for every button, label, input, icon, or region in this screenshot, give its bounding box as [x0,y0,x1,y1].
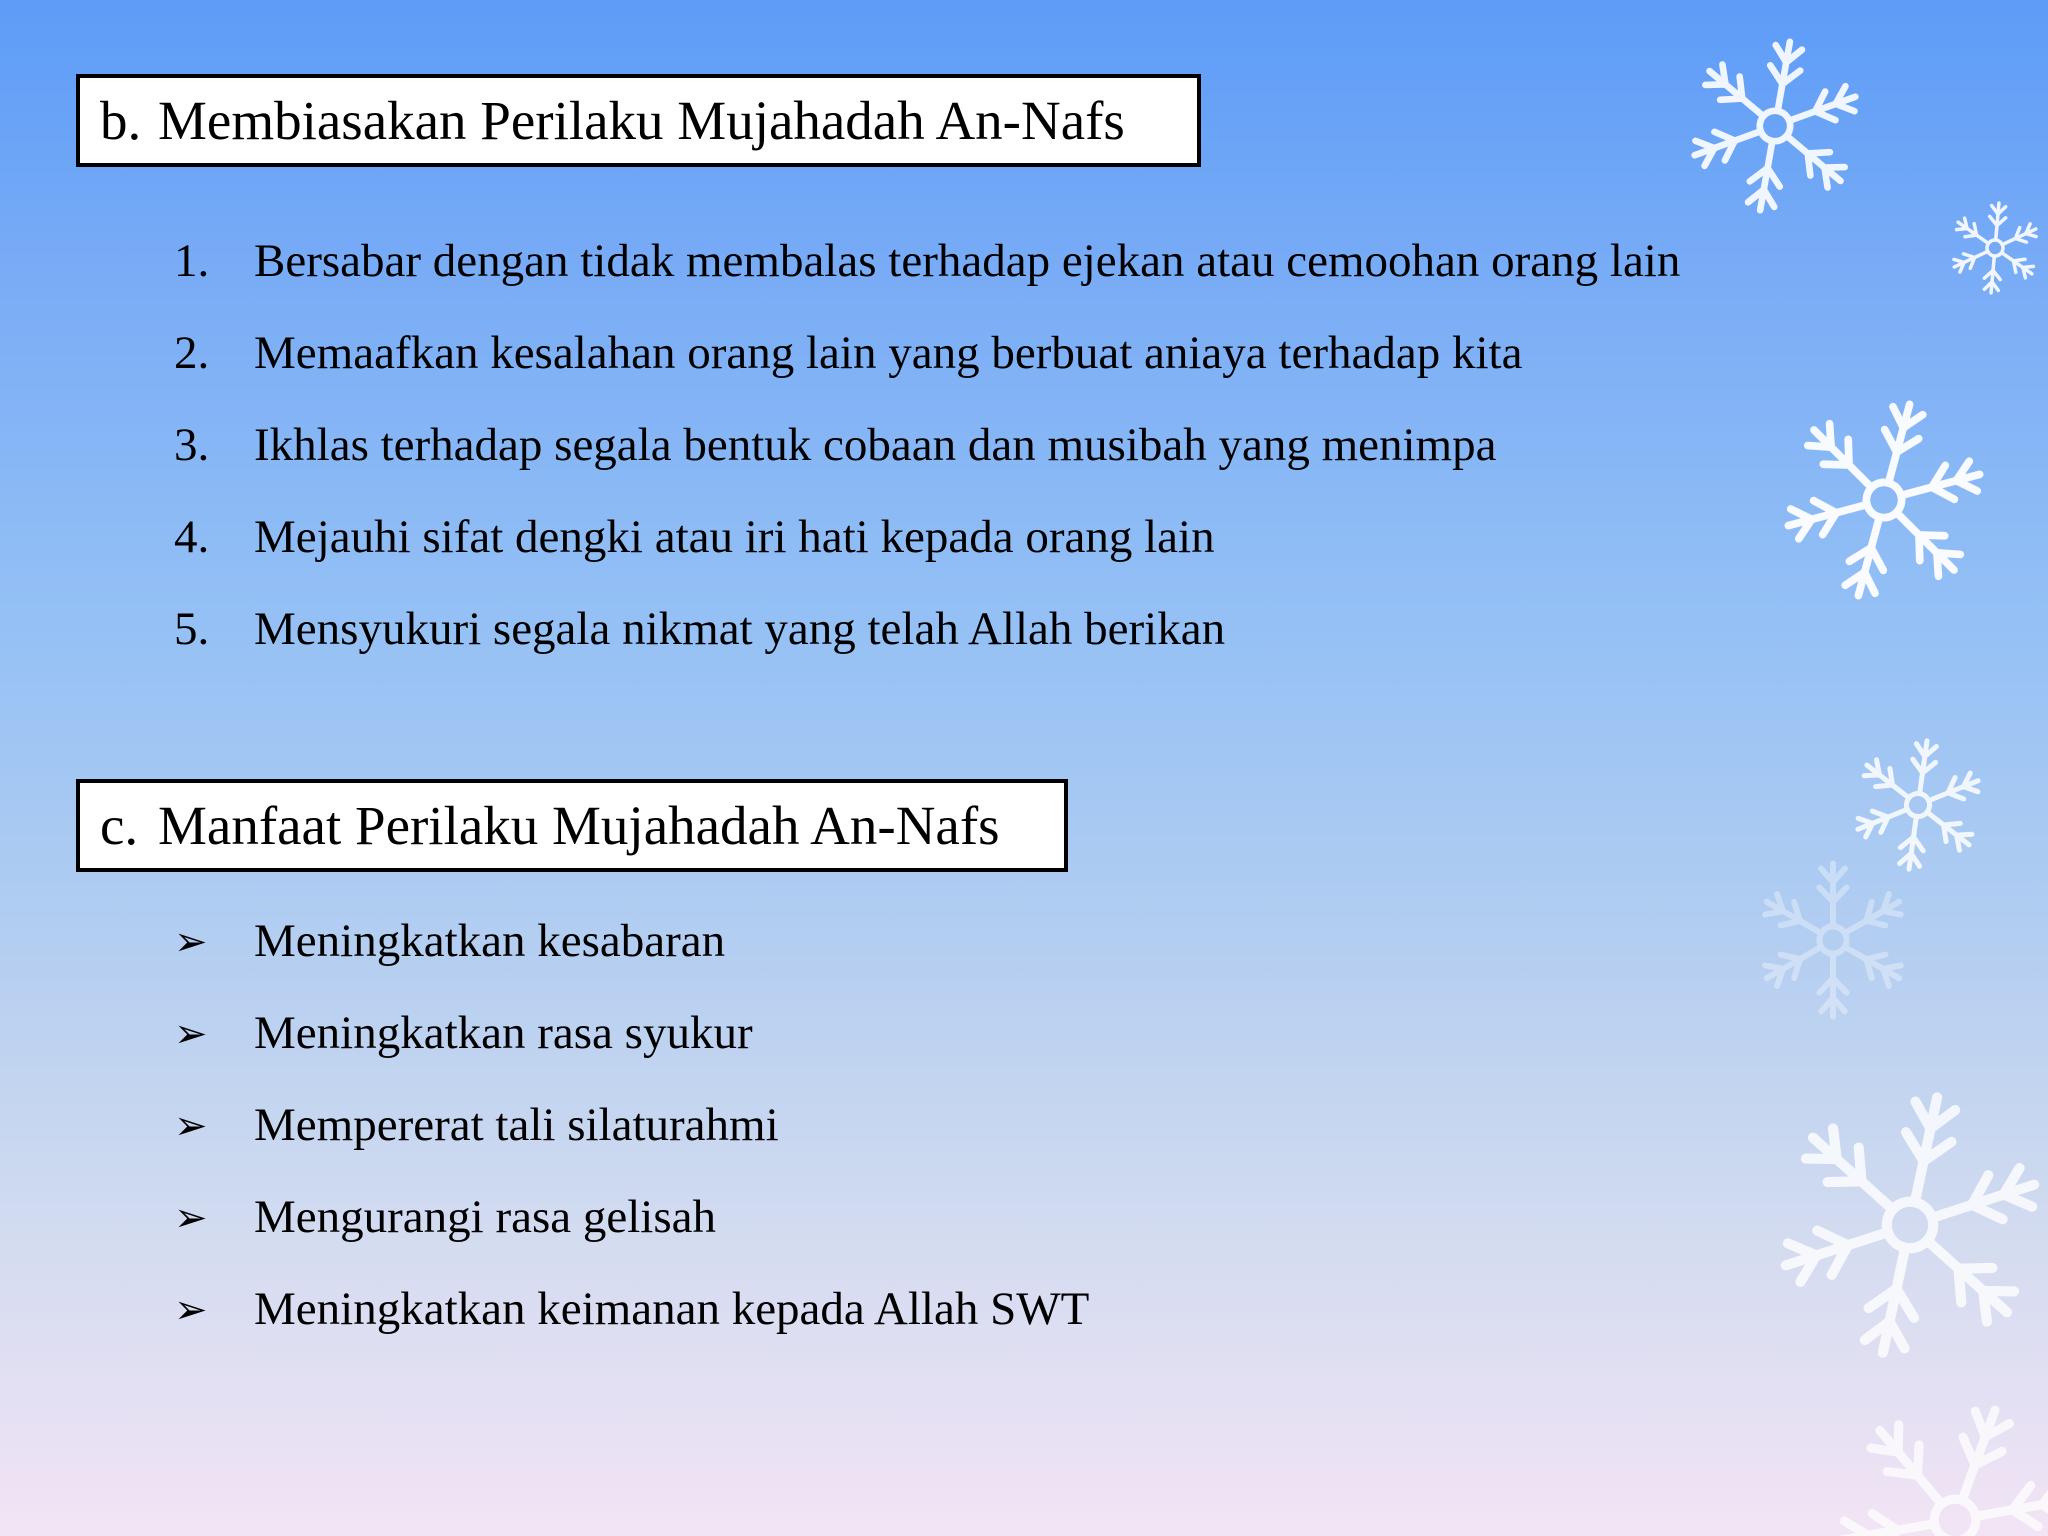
snowflake-icon [1948,199,2041,296]
section-b-heading [76,74,1201,167]
arrow-bullet-icon: ➢ [174,1011,208,1057]
section-c-marker: c. [100,795,139,856]
arrow-bullet-icon: ➢ [174,1195,208,1241]
list-number: 4. [174,511,210,563]
snowflake-icon [1810,1372,2048,1536]
arrow-bullet-icon: ➢ [174,919,208,965]
section-b-marker: b. [100,90,142,151]
arrow-bullet-icon: ➢ [174,1287,208,1333]
snowflake-icon [1767,380,2001,620]
list-number: 5. [174,603,210,655]
list-item-text: Meningkatkan rasa syukur [254,1007,753,1059]
list-item-text: Meningkatkan kesabaran [254,915,726,967]
list-item-text: Meningkatkan keimanan kepada Allah SWT [254,1283,1090,1335]
list-number: 3. [174,419,210,471]
list-item-text: Mengurangi rasa gelisah [254,1191,717,1243]
list-number: 1. [174,235,210,287]
list-item-text: Mempererat tali silaturahmi [254,1099,779,1151]
section-c-title: Manfaat Perilaku Mujahadah An-Nafs [158,795,1000,856]
arrow-bullet-icon: ➢ [174,1103,208,1149]
list-item-text: Bersabar dengan tidak membalas terhadap ejekan atau cemoohan orang lain [254,235,1681,287]
snowflake-icon [1760,864,1906,1017]
list-number: 2. [174,327,210,379]
list-item-text: Ikhlas terhadap segala bentuk cobaan dan musibah yang menimpa [254,419,1497,471]
list-item-text: Memaafkan kesalahan orang lain yang berbuat aniaya terhadap kita [254,327,1523,379]
list-item-text: Mensyukuri segala nikmat yang telah Allah berikan [254,603,1226,655]
snowflake-icon [1680,28,1871,225]
snowflake-icon [1761,1071,2048,1378]
section-c-heading [76,779,1068,872]
list-item-text: Mejauhi sifat dengki atau iri hati kepada orang lain [254,511,1215,563]
section-b-title: Membiasakan Perilaku Mujahadah An-Nafs [158,90,1125,151]
snowflake-icon [1848,732,1989,878]
